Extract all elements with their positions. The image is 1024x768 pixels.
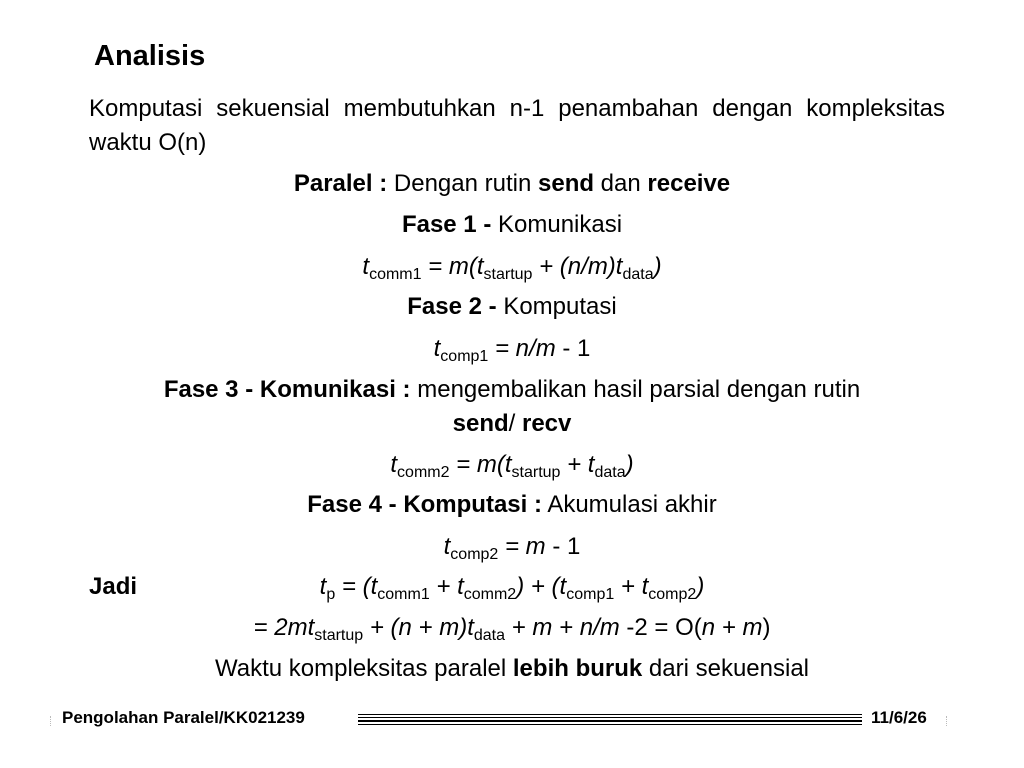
slash: / [508,410,522,437]
fase3-label: Fase 3 - Komunikasi : [163,376,411,403]
footer-page-number: 11/6/26 [871,708,927,727]
conclusion-line [0,655,1024,683]
eq-subscript: p [326,586,336,603]
paralel-line [0,170,1024,198]
eq-part: = m(t [449,451,512,478]
conclusion-text1: Waktu kompleksitas paralel [215,655,513,682]
fase4-line [0,491,1024,519]
equation-tcomp2 [0,533,1024,561]
footer-left-text: Pengolahan Paralel/KK021239 [62,708,305,727]
eq-part: = m [498,533,546,560]
eq-part: ) [653,253,662,280]
eq-subscript: data [594,464,626,481]
eq-part: + t [429,573,464,600]
send-keyword: send [452,410,509,437]
eq-part: ) [762,614,771,641]
eq-subscript: data [473,627,506,644]
eq-part: + (n + m)t [363,614,474,641]
recv-keyword: recv [521,410,572,437]
eq-part: n + m [701,614,763,641]
fase3-line-2 [0,410,1024,438]
send-keyword: send [538,170,595,197]
eq-part: ) [696,573,705,600]
eq-part: ) [625,451,634,478]
eq-part: -2 = O( [619,614,702,641]
eq-subscript: comm1 [369,266,422,283]
equation-total [0,614,1024,642]
fase2-label: Fase 2 - [407,293,497,320]
eq-subscript: comm2 [463,586,517,603]
fase1-line [0,211,1024,239]
eq-part: ) + (t [516,573,567,600]
fase2-line [0,293,1024,321]
paralel-label: Paralel : [293,170,388,197]
eq-part: + (n/m)t [532,253,623,280]
corner-tick-left [50,716,53,726]
fase1-label: Fase 1 - [401,211,492,238]
fase3-line [0,376,1024,404]
receive-keyword: receive [647,170,731,197]
fase2-text: Komputasi [496,293,617,320]
equation-tcomm2 [0,451,1024,479]
paralel-text2: dan [594,170,648,197]
equation-tp [0,573,1024,601]
eq-part: - 1 [555,335,591,362]
conclusion-bold: lebih buruk [512,655,643,682]
fase3-text: mengembalikan hasil parsial dengan rutin [410,376,861,403]
paralel-text1: Dengan rutin [387,170,538,197]
eq-subscript: startup [483,266,533,283]
fase4-text: Akumulasi akhir [541,491,717,518]
eq-symbol: t [319,573,327,600]
eq-part: + m + n/m [505,614,620,641]
fase4-label: Fase 4 - Komputasi : [307,491,542,518]
eq-subscript: startup [314,627,364,644]
eq-subscript: comm2 [397,464,450,481]
eq-symbol: t [433,335,441,362]
eq-subscript: comm1 [377,586,430,603]
eq-subscript: comp2 [648,586,697,603]
slide-title: Analisis [94,40,206,72]
eq-part: = (t [335,573,378,600]
corner-tick-right [946,716,949,726]
eq-part: + t [614,573,649,600]
intro-paragraph: Komputasi sekuensial membutuhkan n-1 penambahan dengan kompleksitas waktu O(n) [89,95,945,156]
eq-subscript: comp1 [440,348,489,365]
eq-subscript: data [622,266,654,283]
fase1-text: Komunikasi [491,211,623,238]
eq-symbol: t [390,451,398,478]
equation-tcomm1 [0,253,1024,281]
eq-subscript: startup [511,464,561,481]
equation-tcomp1 [0,335,1024,363]
conclusion-text2: dari sekuensial [642,655,809,682]
eq-subscript: comp2 [450,546,499,563]
eq-subscript: comp1 [566,586,615,603]
jadi-label: Jadi [89,573,138,600]
eq-part: = m(t [421,253,484,280]
eq-part: + t [560,451,595,478]
eq-part: = n/m [488,335,556,362]
footer-rule [358,714,862,726]
eq-part: - 1 [545,533,581,560]
eq-symbol: t [362,253,370,280]
eq-part: = 2mt [253,614,315,641]
eq-symbol: t [443,533,451,560]
